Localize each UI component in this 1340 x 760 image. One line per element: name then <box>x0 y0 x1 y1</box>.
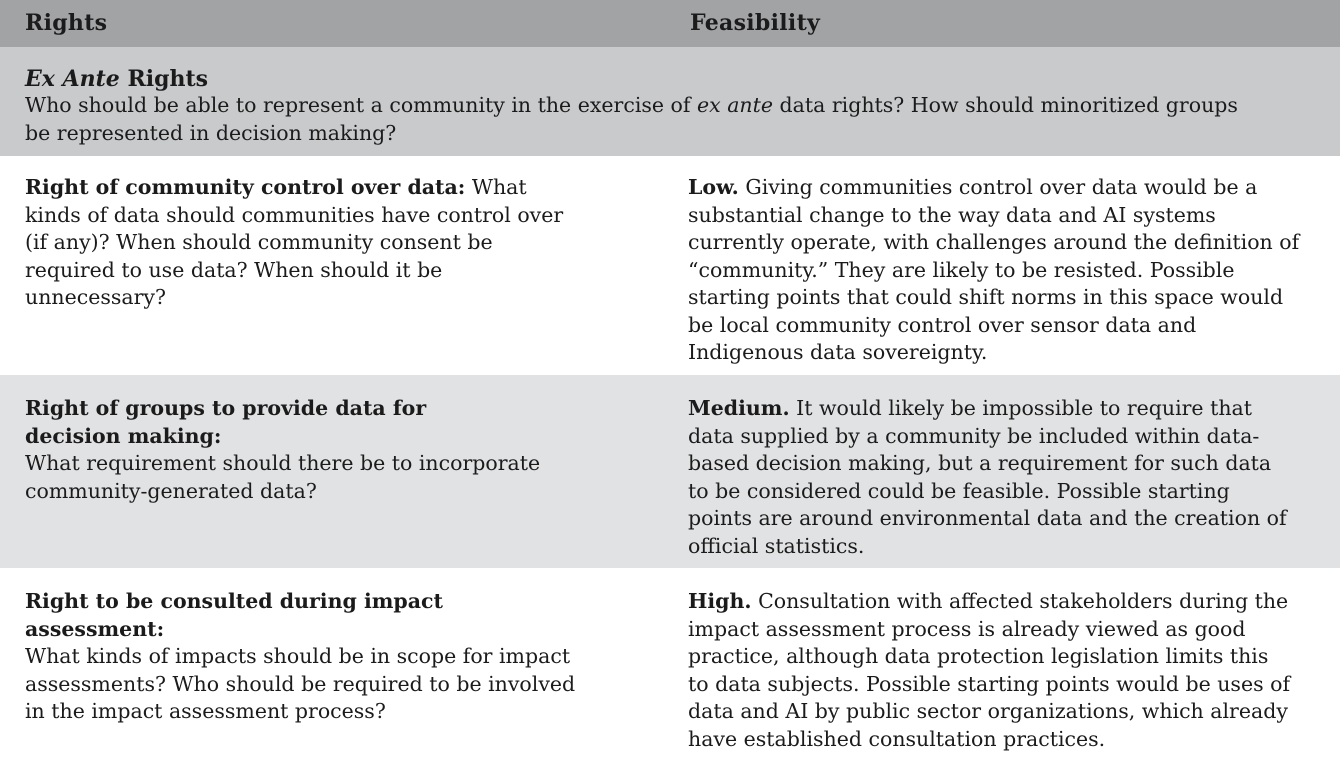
table-row <box>0 156 1340 375</box>
right-description: What requirement should there be to incorporate community-generated data? <box>25 451 541 503</box>
table-header-row <box>0 0 1340 47</box>
feasibility-cell <box>688 174 1300 367</box>
section-question-italic: ex ante <box>697 93 774 117</box>
table-row <box>0 568 1340 760</box>
feasibility-level: High. <box>688 589 752 613</box>
section-title-rest: Rights <box>119 66 209 92</box>
right-description: What kinds of data should communities have control over (if any)? When should community consent be required to use data? When should it be unnecessary? <box>25 175 564 309</box>
right-description: What kinds of impacts should be in scope for impact assessments? Who should be required to be involved in the impact assessment process? <box>25 644 576 723</box>
right-cell <box>25 588 585 726</box>
section-question-part1: Who should be able to represent a community in the exercise of <box>25 93 697 117</box>
section-title <box>25 65 208 93</box>
header-feasibility: Feasibility <box>690 10 821 36</box>
header-rights: Rights <box>25 10 108 36</box>
right-title: Right to be consulted during impact assessment: <box>25 589 443 641</box>
section-title-italic: Ex Ante <box>25 66 120 92</box>
right-title: Right of groups to provide data for decision making: <box>25 396 427 448</box>
right-cell <box>25 395 545 505</box>
feasibility-description: It would likely be impossible to require that data supplied by a community be included within data-based decision making, but a requirement for such data to be considered could be feasible. Possible starting points are around environmental data and the creation of official statistics. <box>688 396 1287 558</box>
right-cell <box>25 174 575 312</box>
feasibility-cell <box>688 395 1288 560</box>
right-title: Right of community control over data: <box>25 175 466 199</box>
feasibility-description: Consultation with affected stakeholders during the impact assessment process is already viewed as good practice, although data protection legislation limits this to data subjects. Possible starting points would be uses of data and AI by public sector organizations, which already have established consultation practices. <box>688 589 1291 751</box>
table-row <box>0 375 1340 568</box>
feasibility-description: Giving communities control over data would be a substantial change to the way data and AI systems currently operate, with challenges around the definition of “community.” They are likely to be resisted. Possible starting points that could shift norms in this space would be local community control over sensor data and Indigenous data sovereignty. <box>688 175 1300 364</box>
feasibility-cell <box>688 588 1293 753</box>
feasibility-level: Low. <box>688 175 739 199</box>
section-question <box>25 92 1265 147</box>
feasibility-level: Medium. <box>688 396 790 420</box>
section-ex-ante-rights <box>0 47 1340 156</box>
section-question-part2: data rights? How should minoritized groups be represented in decision making? <box>25 93 1238 145</box>
